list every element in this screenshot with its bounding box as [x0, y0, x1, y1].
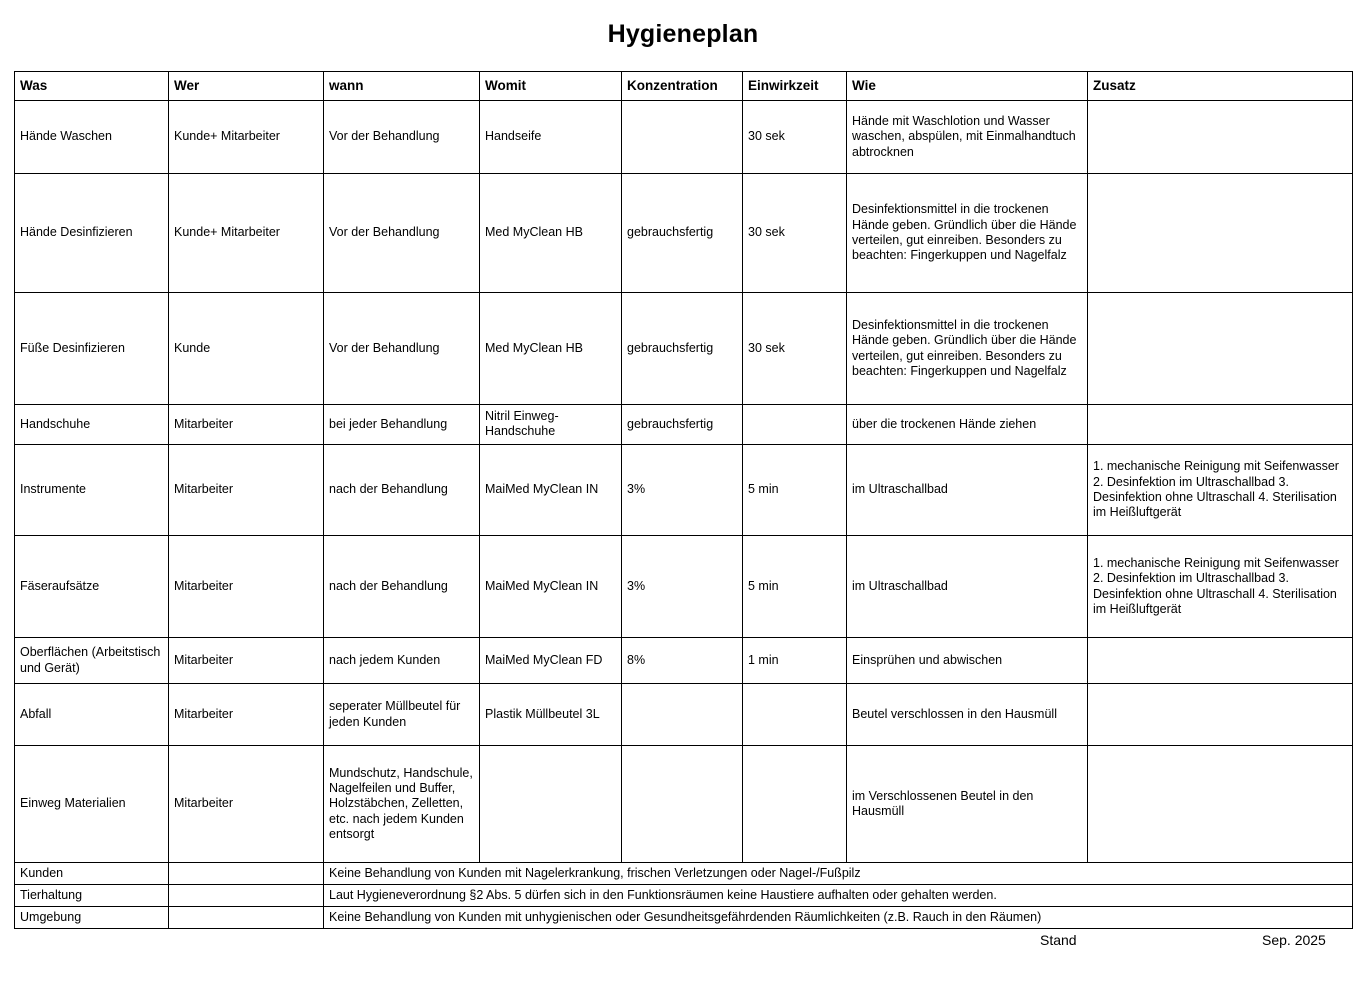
- cell-womit: Med MyClean HB: [480, 293, 622, 405]
- cell-konzentration: gebrauchsfertig: [622, 174, 743, 293]
- table-row: [15, 101, 1353, 174]
- cell-was: Handschuhe: [15, 405, 169, 445]
- cell-womit: Handseife: [480, 101, 622, 174]
- cell-wann: seperater Müllbeutel für jeden Kunden: [324, 684, 480, 746]
- cell-konzentration: [622, 746, 743, 863]
- note-text: Keine Behandlung von Kunden mit unhygienischen oder Gesundheitsgefährdenden Räumlichkeiten (z.B. Rauch in den Räumen): [324, 907, 1353, 929]
- cell-wer: Mitarbeiter: [169, 536, 324, 638]
- column-header-womit: Womit: [480, 72, 622, 101]
- footer-date: Sep. 2025: [1262, 932, 1326, 948]
- cell-einwirkzeit: [743, 684, 847, 746]
- cell-einwirkzeit: 30 sek: [743, 293, 847, 405]
- hygiene-plan-table: [14, 71, 1353, 929]
- cell-wer: Mitarbeiter: [169, 746, 324, 863]
- cell-womit: Nitril Einweg-Handschuhe: [480, 405, 622, 445]
- cell-konzentration: [622, 684, 743, 746]
- cell-einwirkzeit: [743, 746, 847, 863]
- cell-was: Hände Waschen: [15, 101, 169, 174]
- cell-wie: Einsprühen und abwischen: [847, 638, 1088, 684]
- table-row: [15, 536, 1353, 638]
- column-header-wie: Wie: [847, 72, 1088, 101]
- cell-was: Füße Desinfizieren: [15, 293, 169, 405]
- cell-zusatz: [1088, 293, 1353, 405]
- table-header-row: [15, 72, 1353, 101]
- column-header-wann: wann: [324, 72, 480, 101]
- note-label: Umgebung: [15, 907, 169, 929]
- cell-womit: MaiMed MyClean IN: [480, 536, 622, 638]
- cell-wann: Vor der Behandlung: [324, 293, 480, 405]
- cell-wann: nach der Behandlung: [324, 445, 480, 536]
- note-spacer: [169, 907, 324, 929]
- cell-zusatz: [1088, 638, 1353, 684]
- cell-wann: Vor der Behandlung: [324, 174, 480, 293]
- table-row: [15, 684, 1353, 746]
- cell-wann: nach jedem Kunden: [324, 638, 480, 684]
- cell-wie: im Verschlossenen Beutel in den Hausmüll: [847, 746, 1088, 863]
- note-text: Laut Hygieneverordnung §2 Abs. 5 dürfen sich in den Funktionsräumen keine Haustiere aufhalten oder gehalten werden.: [324, 885, 1353, 907]
- cell-wie: über die trockenen Hände ziehen: [847, 405, 1088, 445]
- cell-einwirkzeit: 30 sek: [743, 174, 847, 293]
- cell-wer: Kunde+ Mitarbeiter: [169, 101, 324, 174]
- cell-zusatz: 1. mechanische Reinigung mit Seifenwasser 2. Desinfektion im Ultraschallbad 3. Desinfektion ohne Ultraschall 4. Sterilisation im Heißluftgerät: [1088, 445, 1353, 536]
- note-spacer: [169, 885, 324, 907]
- note-row: [15, 863, 1353, 885]
- cell-was: Einweg Materialien: [15, 746, 169, 863]
- table-row: [15, 638, 1353, 684]
- cell-womit: MaiMed MyClean FD: [480, 638, 622, 684]
- note-label: Tierhaltung: [15, 885, 169, 907]
- cell-wer: Kunde+ Mitarbeiter: [169, 174, 324, 293]
- note-spacer: [169, 863, 324, 885]
- cell-konzentration: gebrauchsfertig: [622, 405, 743, 445]
- table-row: [15, 746, 1353, 863]
- cell-konzentration: 8%: [622, 638, 743, 684]
- cell-wer: Kunde: [169, 293, 324, 405]
- cell-wie: Desinfektionsmittel in die trockenen Hände geben. Gründlich über die Hände verteilen, gut einreiben. Besonders zu beachten: Fingerkuppen und Nagelfalz: [847, 293, 1088, 405]
- cell-wie: im Ultraschallbad: [847, 536, 1088, 638]
- cell-wann: Mundschutz, Handschule, Nagelfeilen und Buffer, Holzstäbchen, Zelletten, etc. nach jedem Kunden entsorgt: [324, 746, 480, 863]
- cell-zusatz: [1088, 684, 1353, 746]
- column-header-zusatz: Zusatz: [1088, 72, 1353, 101]
- column-header-was: Was: [15, 72, 169, 101]
- cell-wann: nach der Behandlung: [324, 536, 480, 638]
- table-row: [15, 445, 1353, 536]
- column-header-einwirkzeit: Einwirkzeit: [743, 72, 847, 101]
- cell-wie: im Ultraschallbad: [847, 445, 1088, 536]
- cell-was: Fäseraufsätze: [15, 536, 169, 638]
- cell-konzentration: 3%: [622, 536, 743, 638]
- note-text: Keine Behandlung von Kunden mit Nagelerkrankung, frischen Verletzungen oder Nagel-/Fußpilz: [324, 863, 1353, 885]
- footer-stand-label: Stand: [1040, 932, 1077, 948]
- footer: [0, 932, 1366, 956]
- note-row: [15, 885, 1353, 907]
- cell-wann: bei jeder Behandlung: [324, 405, 480, 445]
- cell-wie: Hände mit Waschlotion und Wasser waschen, abspülen, mit Einmalhandtuch abtrocknen: [847, 101, 1088, 174]
- cell-konzentration: [622, 101, 743, 174]
- cell-wer: Mitarbeiter: [169, 684, 324, 746]
- table-row: [15, 174, 1353, 293]
- cell-wer: Mitarbeiter: [169, 405, 324, 445]
- cell-womit: Plastik Müllbeutel 3L: [480, 684, 622, 746]
- cell-zusatz: [1088, 101, 1353, 174]
- cell-was: Hände Desinfizieren: [15, 174, 169, 293]
- cell-einwirkzeit: 1 min: [743, 638, 847, 684]
- cell-wann: Vor der Behandlung: [324, 101, 480, 174]
- cell-womit: [480, 746, 622, 863]
- cell-zusatz: 1. mechanische Reinigung mit Seifenwasser 2. Desinfektion im Ultraschallbad 3. Desinfektion ohne Ultraschall 4. Sterilisation im Heißluftgerät: [1088, 536, 1353, 638]
- cell-einwirkzeit: 30 sek: [743, 101, 847, 174]
- cell-einwirkzeit: [743, 405, 847, 445]
- cell-was: Instrumente: [15, 445, 169, 536]
- column-header-konzentration: Konzentration: [622, 72, 743, 101]
- note-label: Kunden: [15, 863, 169, 885]
- column-header-wer: Wer: [169, 72, 324, 101]
- cell-zusatz: [1088, 405, 1353, 445]
- cell-zusatz: [1088, 746, 1353, 863]
- cell-konzentration: 3%: [622, 445, 743, 536]
- cell-womit: MaiMed MyClean IN: [480, 445, 622, 536]
- page-title: Hygieneplan: [607, 20, 759, 48]
- cell-wie: Beutel verschlossen in den Hausmüll: [847, 684, 1088, 746]
- table-row: [15, 405, 1353, 445]
- cell-wer: Mitarbeiter: [169, 445, 324, 536]
- cell-wie: Desinfektionsmittel in die trockenen Hände geben. Gründlich über die Hände verteilen, gut einreiben. Besonders zu beachten: Fingerkuppen und Nagelfalz: [847, 174, 1088, 293]
- cell-einwirkzeit: 5 min: [743, 445, 847, 536]
- table-row: [15, 293, 1353, 405]
- cell-konzentration: gebrauchsfertig: [622, 293, 743, 405]
- cell-einwirkzeit: 5 min: [743, 536, 847, 638]
- cell-womit: Med MyClean HB: [480, 174, 622, 293]
- cell-was: Oberflächen (Arbeitstisch und Gerät): [15, 638, 169, 684]
- note-row: [15, 907, 1353, 929]
- cell-was: Abfall: [15, 684, 169, 746]
- cell-wer: Mitarbeiter: [169, 638, 324, 684]
- cell-zusatz: [1088, 174, 1353, 293]
